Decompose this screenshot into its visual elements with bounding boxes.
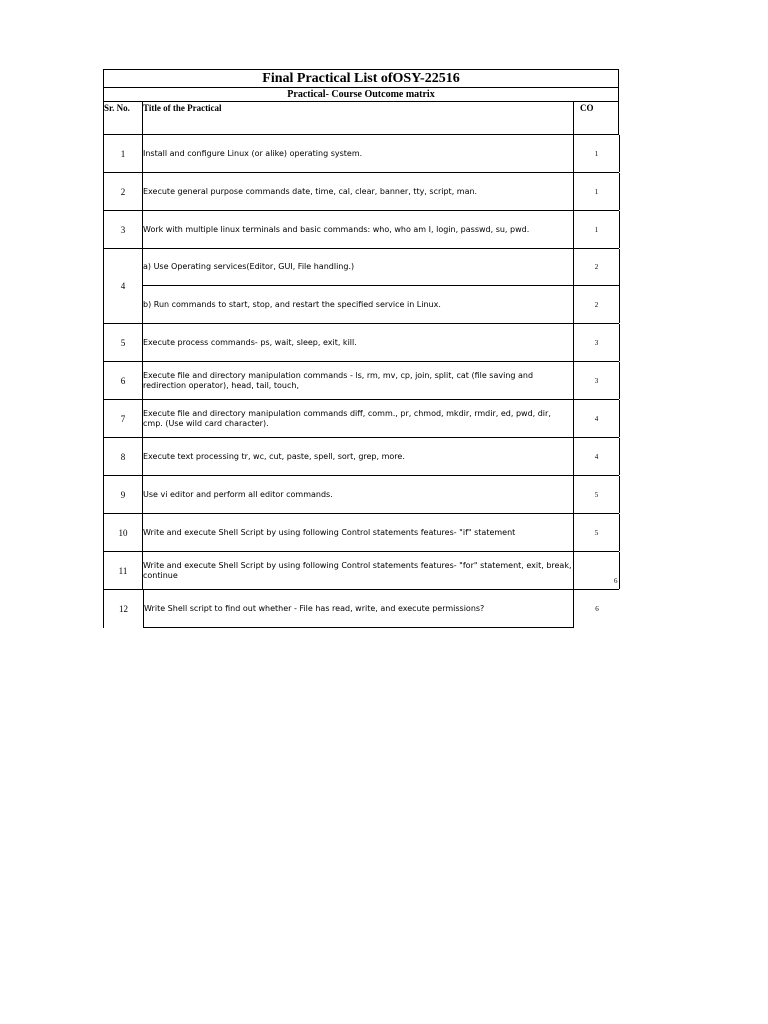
table-row	[103, 590, 619, 628]
row-co: 6	[595, 605, 599, 613]
row-sr: 6	[104, 362, 143, 399]
table-row	[103, 249, 619, 324]
table-row	[103, 476, 619, 514]
row-title: Write and execute Shell Script by using following Control statements features- "if" statement	[143, 514, 574, 551]
row-sr: 4	[104, 249, 143, 323]
row-title: Execute general purpose commands date, time, cal, clear, banner, tty, script, man.	[143, 173, 574, 210]
table-row	[103, 324, 619, 362]
row-sr: 3	[104, 211, 143, 248]
row-co: 4	[574, 400, 620, 437]
row-co: 5	[574, 476, 620, 513]
row-title: Execute file and directory manipulation commands - ls, rm, mv, cp, join, split, cat (file saving and redirection operator), head, tail, touch,	[143, 362, 574, 399]
table-row	[103, 400, 619, 438]
header-sr-no: Sr. No.	[104, 102, 143, 134]
table-header	[103, 102, 619, 135]
table-row	[103, 135, 619, 173]
table-subrow	[143, 249, 620, 286]
row-title: Execute file and directory manipulation commands diff, comm., pr, chmod, mkdir, rmdir, ed, pwd, dir, cmp. (Use wild card character).	[143, 400, 574, 437]
row-sr: 2	[104, 173, 143, 210]
row-title: Use vi editor and perform all editor commands.	[143, 476, 574, 513]
row-co: 1	[574, 211, 620, 248]
row-sr: 12	[119, 604, 128, 614]
row-co: 1	[574, 135, 620, 172]
row-sr: 7	[104, 400, 143, 437]
table-row	[103, 211, 619, 249]
row-co: 4	[574, 438, 620, 475]
row-title: Work with multiple linux terminals and basic commands: who, who am I, login, passwd, su, pwd.	[143, 211, 574, 248]
row-co: 2	[574, 249, 620, 285]
row-co: 5	[574, 514, 620, 551]
row-co: 3	[574, 324, 620, 361]
row-11-co-value: 6	[614, 577, 618, 585]
row-title: Install and configure Linux (or alike) operating system.	[143, 135, 574, 172]
row-title: Execute process commands- ps, wait, sleep, exit, kill.	[143, 324, 574, 361]
table-row	[103, 438, 619, 476]
row-title: a) Use Operating services(Editor, GUI, File handling.)	[143, 249, 574, 285]
table-row	[103, 362, 619, 400]
row-co: 3	[574, 362, 620, 399]
row-title: Write Shell script to find out whether - File has read, write, and execute permissions?	[143, 590, 574, 628]
row-sr: 5	[104, 324, 143, 361]
header-co: CO	[580, 103, 594, 113]
table-row	[103, 514, 619, 552]
row-co: 2	[574, 286, 620, 323]
document-title: Final Practical List ofOSY-22516	[103, 69, 619, 88]
row-co: 1	[574, 173, 620, 210]
document-subtitle: Practical- Course Outcome matrix	[103, 88, 619, 102]
row-title: Write and execute Shell Script by using following Control statements features- "for" statement, exit, break, continue	[143, 552, 574, 589]
row-title: b) Run commands to start, stop, and restart the specified service in Linux.	[143, 286, 574, 323]
row-sr: 11	[104, 552, 143, 589]
row-sr: 8	[104, 438, 143, 475]
table-row	[103, 173, 619, 211]
row-sr: 1	[104, 135, 143, 172]
row-title: Execute text processing tr, wc, cut, paste, spell, sort, grep, more.	[143, 438, 574, 475]
row-sr: 9	[104, 476, 143, 513]
header-title: Title of the Practical	[143, 102, 574, 134]
table-row	[103, 552, 619, 590]
table-subrow	[143, 286, 620, 323]
row-sr: 10	[104, 514, 143, 551]
